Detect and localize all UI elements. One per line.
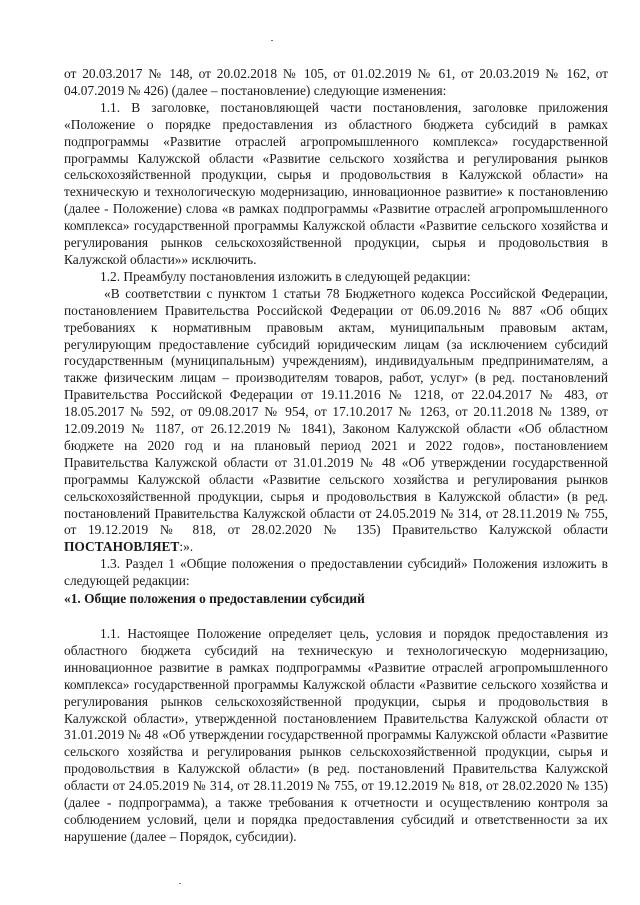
paragraph-1-2: 1.2. Преамбулу постановления изложить в следующей редакции: (100, 268, 471, 284)
document-page (64, 66, 608, 846)
paragraph-1-1: 1.1. В заголовке, постановляющей части постановления, заголовке приложения «Положение о порядке предоставления из областного бюджета субсидий в рамках подпрограммы «Развитие отраслей агропромышленного комплекса» государственной программы Калужской области «Развитие сельского хозяйства и регулирования рынков сельскохозяйственной продукции, сырья и продовольствия в Калужской области» на техническую и технологическую модернизацию, инновационное развитие» к постановлению (далее - Положение) слова «в рамках подпрограммы «Развитие отраслей агропромышленного комплекса» государственной программы Калужской области «Развитие сельского хозяйства и регулирования рынков сельскохозяйственной продукции, сырья и продовольствия в Калужской области»» исключить. (64, 99, 608, 267)
preamble-text: «В соответствии с пунктом 1 статьи 78 Бюджетного кодекса Российской Федерации, постановлением Правительства Российской Федерации от 06.09.2016 № 887 «Об общих требованиях к нормативным правовым актам, муниципальным правовым актам, регулирующим предоставление субсидий юридическим лицам (за исключением субсидий государственным (муниципальным) учреждениям), индивидуальным предпринимателям, а также физическим лицам – производителям товаров, работ, услуг» (в ред. постановлений Правительства Российской Федерации от 19.11.2016 № 1218, от 22.04.2017 № 483, от 18.05.2017 № 592, от 09.08.2017 № 954, от 17.10.2017 № 1263, от 20.11.2018 № 1389, от 12.09.2019 № 1187, от 26.12.2019 № 1841), Законом Калужской области «Об областном бюджете на 2020 год и на плановый период 2021 и 2022 годов», постановлением Правительства Калужской области от 31.01.2019 № 48 «Об утверждении государственной программы Калужской области «Развитие сельского хозяйства и регулирования рынков сельскохозяйственной продукции, сырья и продовольствия в Калужской области» (в ред. постановлений Правительства Калужской области от 24.05.2019 № 314, от 28.11.2019 № 755, от 19.12.2019 № 818, от 28.02.2020 № 135) Правительство Калужской области (64, 285, 608, 538)
preamble-bold-word: ПОСТАНОВЛЯЕТ (64, 539, 180, 555)
scan-speck-top (271, 40, 273, 41)
paragraph-intro: от 20.03.2017 № 148, от 20.02.2018 № 105, от 01.02.2019 № 61, от 20.03.2019 № 162, от 04.07.2019 № 426) (далее – постановление) следующие изменения: (64, 66, 608, 98)
preamble-end: :». (179, 539, 194, 555)
paragraph-section-1-1: 1.1. Настоящее Положение определяет цель, условия и порядок предоставления из областного бюджета субсидий на техническую и технологическую модернизацию, инновационное развитие в рамках подпрограммы «Развитие отраслей агропромышленного комплекса» государственной программы Калужской области «Развитие сельского хозяйства и регулирования рынков сельскохозяйственной продукции, сырья и продовольствия в Калужской области», утвержденной постановлением Правительства Калужской области от 31.01.2019 № 48 «Об утверждении государственной программы Калужской области «Развитие сельского хозяйства и регулирования рынков сельскохозяйственной продукции, сырья и продовольствия в Калужской области» (в ред. постановлений Правительства Калужской области от 24.05.2019 № 314, от 28.11.2019 № 755, от 19.12.2019 № 818, от 28.02.2020 № 135) (далее - подпрограмма), а также требования к отчетности и осуществлению контроля за соблюдением условий, цели и порядка предоставления субсидий и ответственности за их нарушение (далее – Порядок, субсидии). (64, 626, 608, 844)
scan-speck-bottom (179, 883, 181, 884)
section-heading: «1. Общие положения о предоставлении субсидий (64, 591, 365, 607)
paragraph-1-3: 1.3. Раздел 1 «Общие положения о предоставлении субсидий» Положения изложить в следующей редакции: (64, 556, 608, 589)
paragraph-preamble (64, 286, 608, 557)
